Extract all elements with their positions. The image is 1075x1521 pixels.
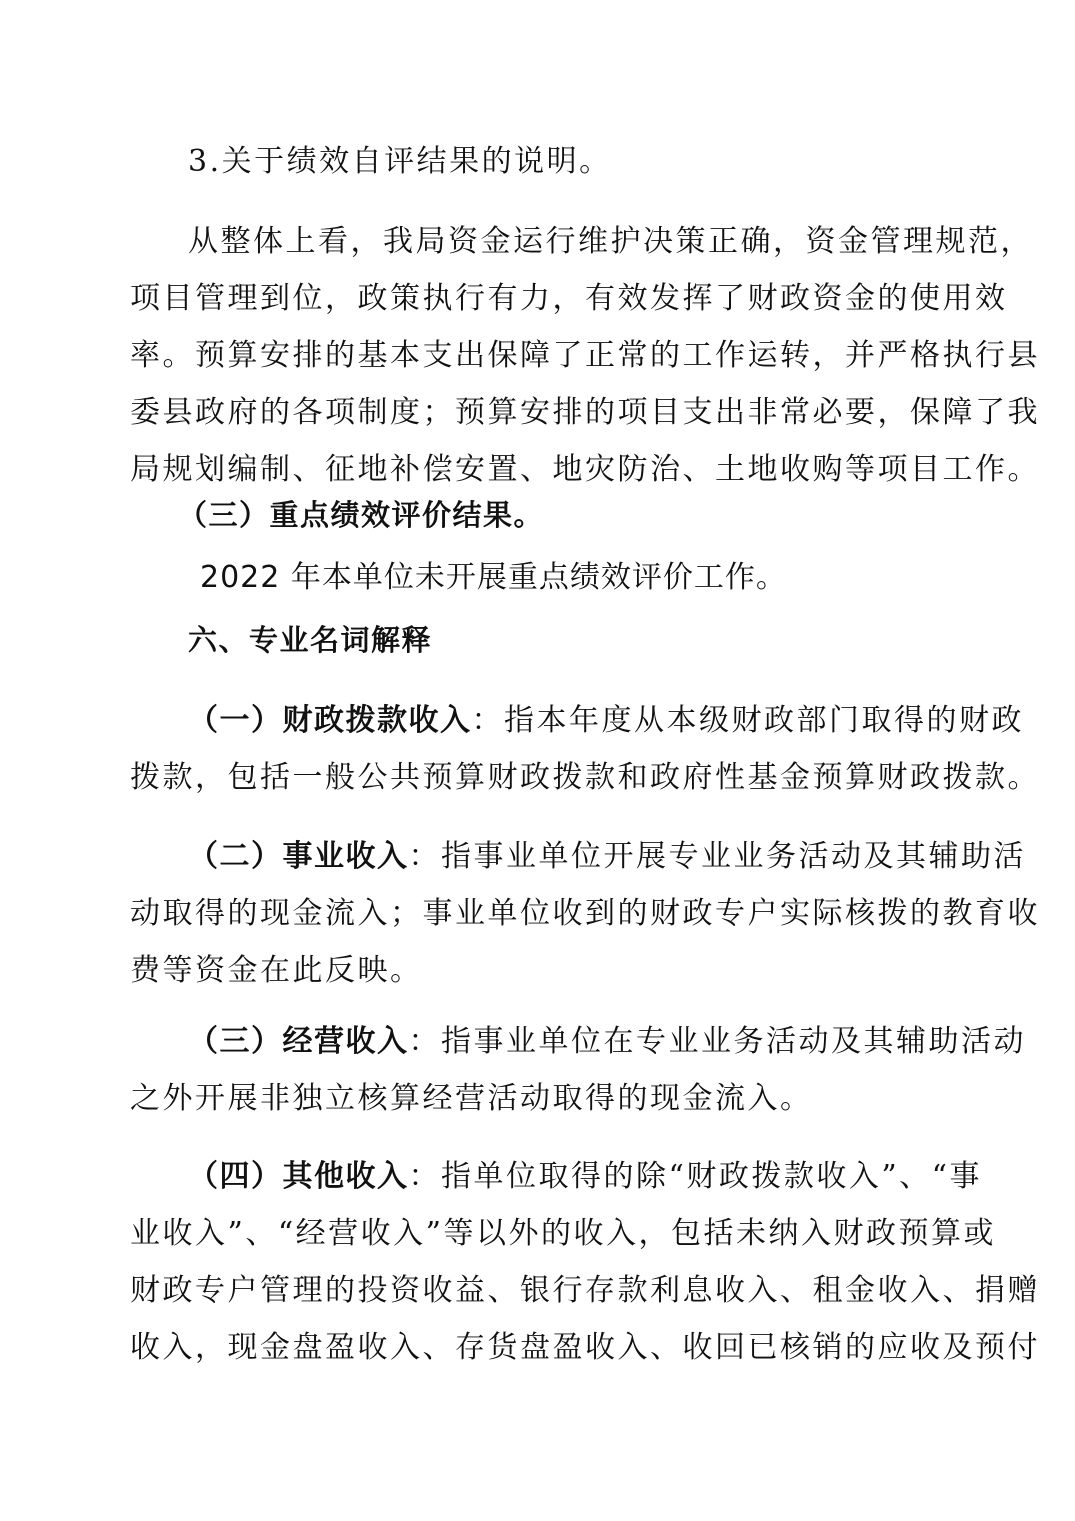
term-definition-text: ：指单位取得的除“财政拨款收入”、“事 — [408, 1159, 983, 1194]
term-definition-text: ：指本年度从本级财政部门取得的财政 — [471, 703, 1024, 738]
term-name: （三）经营收入 — [188, 1024, 409, 1059]
term-name: （二）事业收入 — [188, 839, 409, 874]
paragraph-line: 动取得的现金流入；事业单位收到的财政专户实际核拨的教育收 — [130, 896, 1040, 931]
paragraph-line: 之外开展非独立核算经营活动取得的现金流入。 — [130, 1081, 813, 1116]
term-first-line — [130, 692, 1024, 749]
term-definition — [130, 828, 1040, 999]
overall-paragraph — [130, 213, 1040, 498]
key-eval-text: 2022 年本单位未开展重点绩效评价工作。 — [200, 560, 787, 595]
term-first-line — [130, 1148, 983, 1205]
term-definition-text: ：指事业单位在专业业务活动及其辅助活动 — [408, 1024, 1026, 1059]
paragraph-line: 项目管理到位，政策执行有力，有效发挥了财政资金的使用效 — [130, 281, 1008, 316]
key-eval-paragraph — [130, 549, 940, 606]
paragraph-line: 拨款，包括一般公共预算财政拨款和政府性基金预算财政拨款。 — [130, 760, 1040, 795]
paragraph-line: 从整体上看，我局资金运行维护决策正确，资金管理规范， — [188, 224, 1033, 259]
paragraph-line: 局规划编制、征地补偿安置、地灾防治、土地收购等项目工作。 — [130, 452, 1040, 487]
term-first-line — [130, 1013, 1026, 1070]
section-3-title — [130, 133, 940, 190]
key-eval-heading — [130, 487, 940, 544]
section-3-title-text: 3.关于绩效自评结果的说明。 — [188, 144, 612, 179]
term-definition-text: ：指事业单位开展专业业务活动及其辅助活 — [408, 839, 1026, 874]
term-definition — [130, 692, 1040, 806]
paragraph-line: 委县政府的各项制度；预算安排的项目支出非常必要，保障了我 — [130, 395, 1040, 430]
section-6-title-text: 六、专业名词解释 — [188, 623, 433, 657]
term-definition — [130, 1013, 1026, 1127]
paragraph-line: 费等资金在此反映。 — [130, 953, 423, 988]
paragraph-line: 财政专户管理的投资收益、银行存款利息收入、租金收入、捐赠 — [130, 1273, 1040, 1308]
term-first-line — [130, 828, 1026, 885]
term-name: （四）其他收入 — [188, 1159, 409, 1194]
paragraph-line: 率。预算安排的基本支出保障了正常的工作运转，并严格执行县 — [130, 338, 1040, 373]
section-6-title — [130, 612, 940, 669]
term-definition — [130, 1148, 1040, 1376]
paragraph-line: 收入，现金盘盈收入、存货盘盈收入、收回已核销的应收及预付 — [130, 1330, 1040, 1365]
key-eval-heading-text: （三）重点绩效评价结果。 — [178, 498, 545, 532]
term-name: （一）财政拨款收入 — [188, 703, 472, 738]
paragraph-line: 业收入”、“经营收入”等以外的收入，包括未纳入财政预算或 — [130, 1216, 997, 1251]
